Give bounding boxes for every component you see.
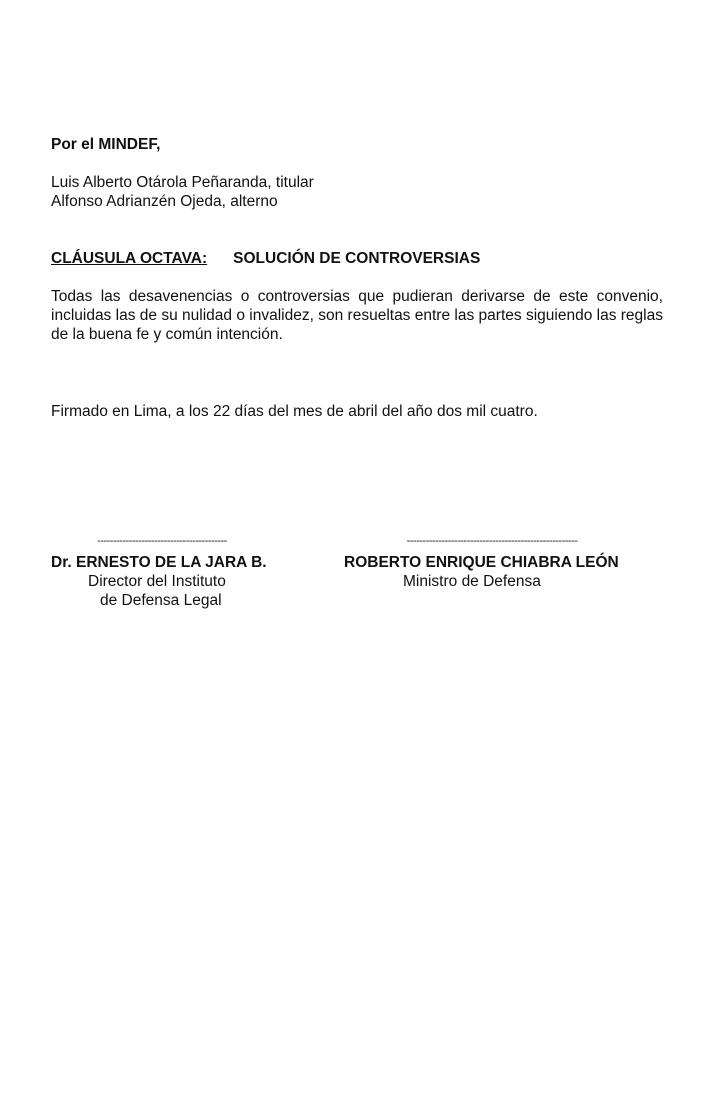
signatory-name: ROBERTO ENRIQUE CHIABRA LEÓN [344,554,619,571]
clause-body: Todas las desavenencias o controversias que pudieran derivarse de este convenio, incluidas las de su nulidad o invalidez, son resueltas entre las partes siguiendo las reglas de la buena fe y común intención. [51,288,663,343]
clause-title: SOLUCIÓN DE CONTROVERSIAS [233,250,481,267]
party-heading: Por el MINDEF, [51,136,161,153]
signatory-role-line-1: Ministro de Defensa [403,573,541,590]
signatory-name: Dr. ERNESTO DE LA JARA B. [51,554,267,571]
signature-block-right [344,535,640,591]
signatory-role-line-2: de Defensa Legal [100,592,222,609]
signature-block-left [51,535,273,610]
clause-label: CLÁUSULA OCTAVA: [51,250,208,267]
signed-statement: Firmado en Lima, a los 22 días del mes de abril del año dos mil cuatro. [51,403,538,420]
party-member-alterno: Alfonso Adrianzén Ojeda, alterno [51,193,278,210]
signature-line: ------------------------------------------------------ [406,535,578,547]
party-member-titular: Luis Alberto Otárola Peñaranda, titular [51,174,314,191]
party-members [51,173,663,211]
clause-heading [51,249,663,268]
signatory-role-line-1: Director del Instituto [88,573,226,590]
signature-line: ----------------------------------------- [97,535,227,547]
